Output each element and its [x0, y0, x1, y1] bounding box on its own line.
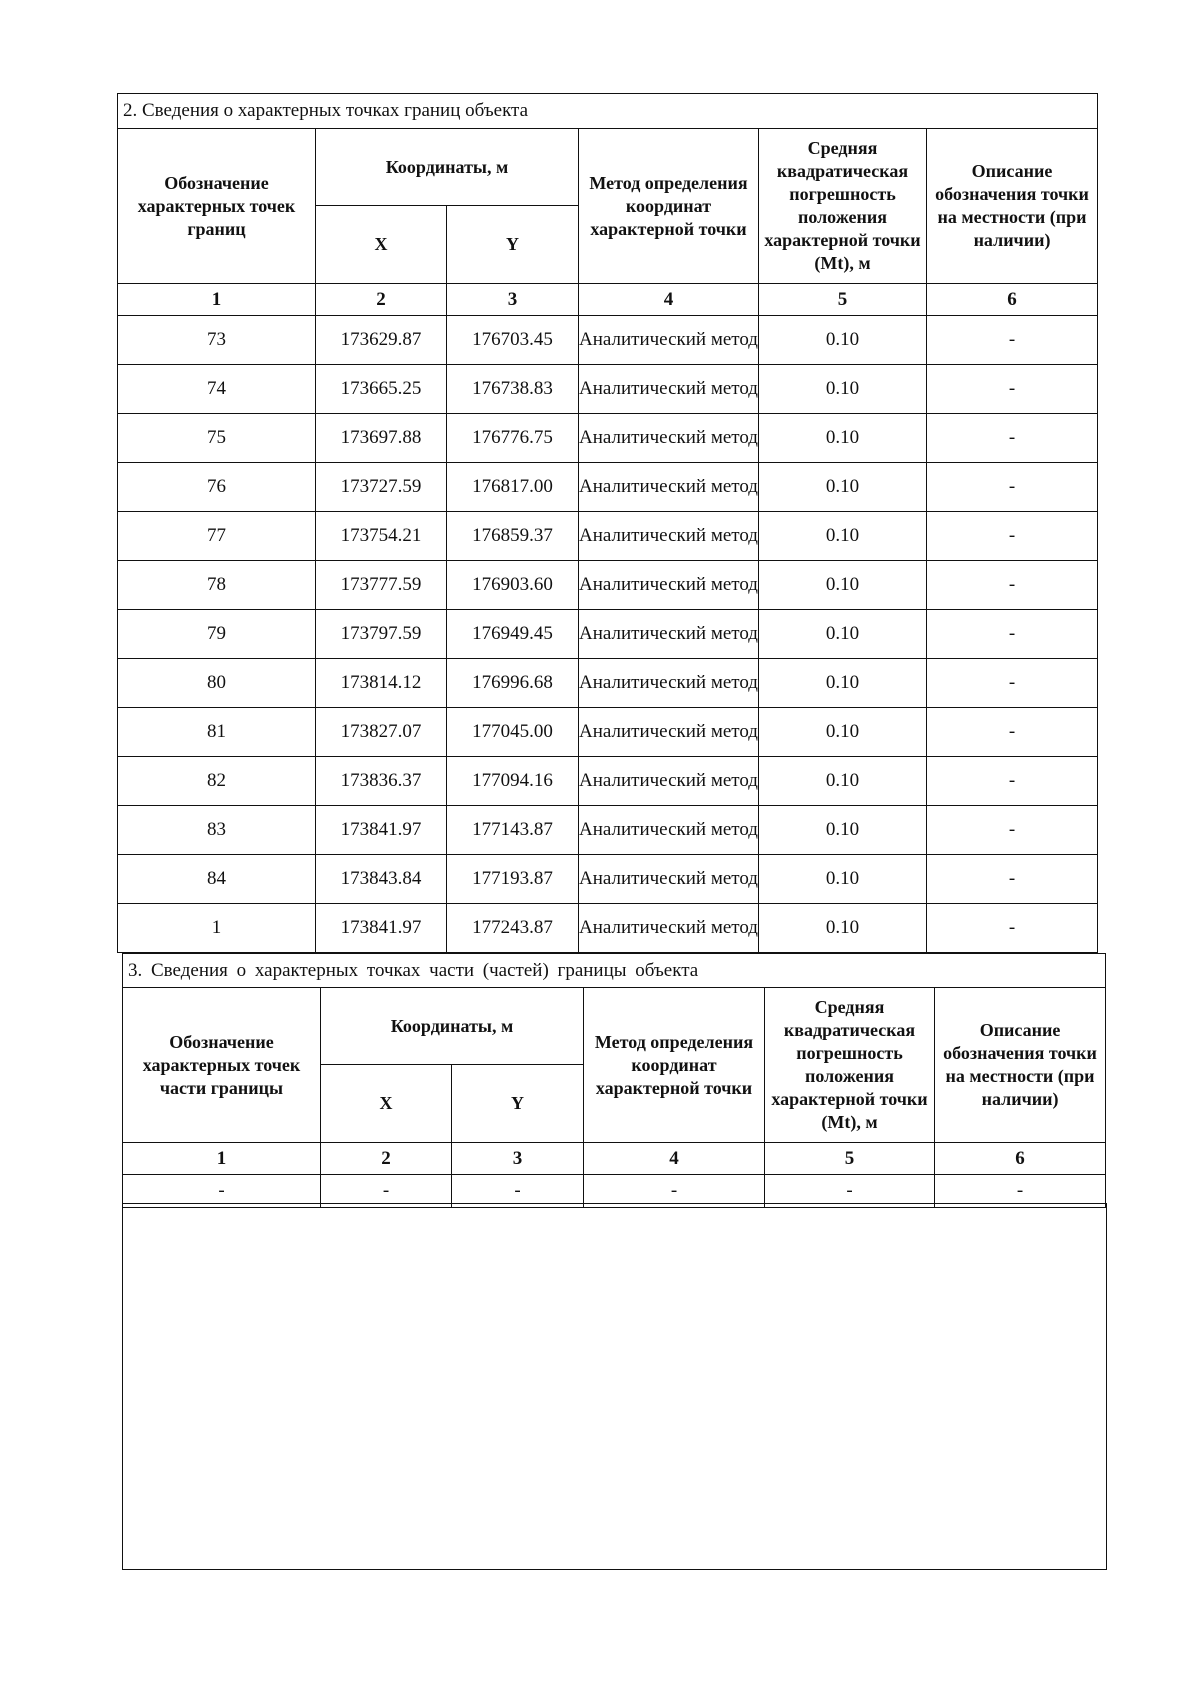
x-coordinate-cell: - — [321, 1175, 452, 1208]
header-y: Y — [447, 206, 579, 284]
description-cell: - — [927, 512, 1098, 561]
table-row — [118, 757, 1098, 806]
accuracy-cell: - — [765, 1175, 935, 1208]
description-cell: - — [927, 855, 1098, 904]
y-coordinate-cell: 177094.16 — [447, 757, 579, 806]
header-description: Описание обозначения точки на местности (при наличии) — [935, 988, 1106, 1143]
x-coordinate-cell: 173777.59 — [316, 561, 447, 610]
method-cell: Аналитический метод — [579, 659, 759, 708]
accuracy-cell: 0.10 — [759, 316, 927, 365]
column-number: 6 — [935, 1143, 1106, 1175]
accuracy-cell: 0.10 — [759, 463, 927, 512]
x-coordinate-cell: 173827.07 — [316, 708, 447, 757]
y-coordinate-cell: 176703.45 — [447, 316, 579, 365]
x-coordinate-cell: 173841.97 — [316, 806, 447, 855]
method-cell: Аналитический метод — [579, 365, 759, 414]
point-cell: 76 — [118, 463, 316, 512]
header-designation: Обозначение характерных точек части границы — [123, 988, 321, 1143]
accuracy-cell: 0.10 — [759, 904, 927, 953]
column-number: 2 — [321, 1143, 452, 1175]
y-coordinate-cell: 176949.45 — [447, 610, 579, 659]
x-coordinate-cell: 173841.97 — [316, 904, 447, 953]
header-description: Описание обозначения точки на местности (при наличии) — [927, 129, 1098, 284]
description-cell: - — [927, 659, 1098, 708]
point-cell: 82 — [118, 757, 316, 806]
x-coordinate-cell: 173754.21 — [316, 512, 447, 561]
point-cell: 83 — [118, 806, 316, 855]
point-cell: 84 — [118, 855, 316, 904]
table-row — [118, 463, 1098, 512]
description-cell: - — [927, 365, 1098, 414]
method-cell: Аналитический метод — [579, 806, 759, 855]
accuracy-cell: 0.10 — [759, 414, 927, 463]
table-row — [118, 708, 1098, 757]
x-coordinate-cell: 173697.88 — [316, 414, 447, 463]
column-number: 1 — [118, 284, 316, 316]
method-cell: Аналитический метод — [579, 610, 759, 659]
table-row — [118, 414, 1098, 463]
description-cell: - — [935, 1175, 1106, 1208]
header-x: X — [321, 1065, 452, 1143]
y-coordinate-cell: 177045.00 — [447, 708, 579, 757]
description-cell: - — [927, 414, 1098, 463]
method-cell: Аналитический метод — [579, 855, 759, 904]
point-cell: 77 — [118, 512, 316, 561]
point-cell: 79 — [118, 610, 316, 659]
accuracy-cell: 0.10 — [759, 708, 927, 757]
x-coordinate-cell: 173665.25 — [316, 365, 447, 414]
accuracy-cell: 0.10 — [759, 512, 927, 561]
x-coordinate-cell: 173814.12 — [316, 659, 447, 708]
column-number: 5 — [759, 284, 927, 316]
header-accuracy: Средняя квадратическая погрешность положения характерной точки (Mt), м — [759, 129, 927, 284]
section3-caption: 3. Сведения о характерных точках части (частей) границы объекта — [123, 954, 1106, 988]
column-number: 4 — [584, 1143, 765, 1175]
accuracy-cell: 0.10 — [759, 757, 927, 806]
header-x: X — [316, 206, 447, 284]
section3-table — [122, 953, 1106, 1208]
table-row — [118, 659, 1098, 708]
y-coordinate-cell: 176859.37 — [447, 512, 579, 561]
empty-area-frame — [122, 1203, 1107, 1570]
y-coordinate-cell: 176996.68 — [447, 659, 579, 708]
point-cell: 78 — [118, 561, 316, 610]
method-cell: Аналитический метод — [579, 414, 759, 463]
column-number: 5 — [765, 1143, 935, 1175]
column-number: 6 — [927, 284, 1098, 316]
method-cell: Аналитический метод — [579, 512, 759, 561]
column-number: 3 — [447, 284, 579, 316]
section2-rows — [118, 316, 1098, 953]
method-cell: Аналитический метод — [579, 561, 759, 610]
header-y: Y — [452, 1065, 584, 1143]
y-coordinate-cell: 177243.87 — [447, 904, 579, 953]
table-row — [118, 561, 1098, 610]
y-coordinate-cell: 177143.87 — [447, 806, 579, 855]
description-cell: - — [927, 806, 1098, 855]
header-accuracy: Средняя квадратическая погрешность положения характерной точки (Mt), м — [765, 988, 935, 1143]
method-cell: Аналитический метод — [579, 708, 759, 757]
section2-caption: 2. Сведения о характерных точках границ объекта — [118, 94, 1098, 129]
column-number: 4 — [579, 284, 759, 316]
point-cell: 75 — [118, 414, 316, 463]
column-number: 2 — [316, 284, 447, 316]
header-designation: Обозначение характерных точек границ — [118, 129, 316, 284]
table-row — [118, 512, 1098, 561]
y-coordinate-cell: - — [452, 1175, 584, 1208]
point-cell: 73 — [118, 316, 316, 365]
table-row — [118, 855, 1098, 904]
description-cell: - — [927, 561, 1098, 610]
table-row — [118, 904, 1098, 953]
y-coordinate-cell: 176903.60 — [447, 561, 579, 610]
point-cell: - — [123, 1175, 321, 1208]
y-coordinate-cell: 177193.87 — [447, 855, 579, 904]
accuracy-cell: 0.10 — [759, 806, 927, 855]
table-row — [118, 806, 1098, 855]
method-cell: - — [584, 1175, 765, 1208]
header-coordinates: Координаты, м — [321, 988, 584, 1065]
description-cell: - — [927, 757, 1098, 806]
x-coordinate-cell: 173836.37 — [316, 757, 447, 806]
point-cell: 74 — [118, 365, 316, 414]
x-coordinate-cell: 173727.59 — [316, 463, 447, 512]
point-cell: 80 — [118, 659, 316, 708]
x-coordinate-cell: 173797.59 — [316, 610, 447, 659]
method-cell: Аналитический метод — [579, 463, 759, 512]
y-coordinate-cell: 176776.75 — [447, 414, 579, 463]
accuracy-cell: 0.10 — [759, 610, 927, 659]
method-cell: Аналитический метод — [579, 316, 759, 365]
header-method: Метод определения координат характерной точки — [584, 988, 765, 1143]
table-row — [118, 316, 1098, 365]
column-number: 1 — [123, 1143, 321, 1175]
accuracy-cell: 0.10 — [759, 365, 927, 414]
table-row — [118, 610, 1098, 659]
description-cell: - — [927, 463, 1098, 512]
point-cell: 81 — [118, 708, 316, 757]
description-cell: - — [927, 708, 1098, 757]
x-coordinate-cell: 173629.87 — [316, 316, 447, 365]
accuracy-cell: 0.10 — [759, 659, 927, 708]
description-cell: - — [927, 904, 1098, 953]
section2-table — [117, 93, 1098, 953]
y-coordinate-cell: 176817.00 — [447, 463, 579, 512]
accuracy-cell: 0.10 — [759, 561, 927, 610]
method-cell: Аналитический метод — [579, 757, 759, 806]
column-number: 3 — [452, 1143, 584, 1175]
x-coordinate-cell: 173843.84 — [316, 855, 447, 904]
description-cell: - — [927, 316, 1098, 365]
accuracy-cell: 0.10 — [759, 855, 927, 904]
y-coordinate-cell: 176738.83 — [447, 365, 579, 414]
description-cell: - — [927, 610, 1098, 659]
method-cell: Аналитический метод — [579, 904, 759, 953]
header-method: Метод определения координат характерной точки — [579, 129, 759, 284]
point-cell: 1 — [118, 904, 316, 953]
header-coordinates: Координаты, м — [316, 129, 579, 206]
table-row — [118, 365, 1098, 414]
